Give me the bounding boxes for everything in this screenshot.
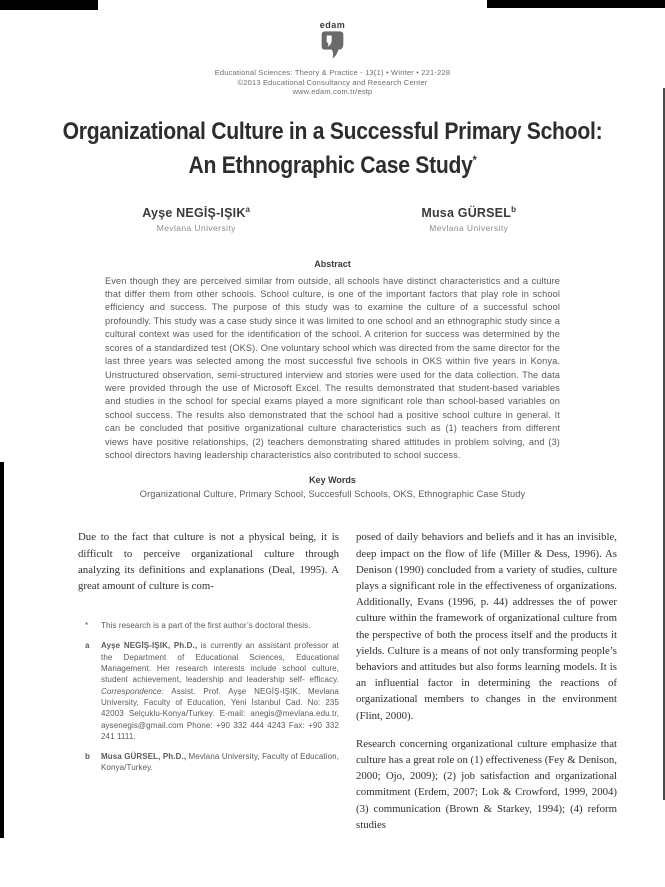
footnote-a-marker: a	[85, 641, 90, 651]
footnote-a	[78, 640, 339, 742]
abstract-text: Even though they are perceived similar from outside, all schools have distinct characteristics and a culture that differ them from other schools. School culture, is one of the important factors that play role in school efficiency and success. The purpose of this study was to examine the culture of a successful school profoundly. This study was a case study since it was limited to one school and an ethnographic study since a cultural context was used for the identification of the school. A criterion for success was determined by the scores of a standardized test (OKS). One voluntary school which was directed from the same director for the last three years was selected among the most successful five schools in OKS within five years in Konya. Unstructured observation, semi-structured interview and stories were used for the data collection. The data were provided through the use of Microsoft Excel. The results demonstrated that student-based variables and studies in the school for special exams played a more significant role than school-based variables on school success. The results also demonstrated that the school had a positive school culture in general. It can be concluded that positive organizational culture characteristics such as (1) teachers from different views have positive relationships, (2) teachers demonstrating shared attitudes in problem solving, and (3) school directors having leadership characteristics also contributed to school success.	[105, 275, 560, 460]
title-footnote-mark: *	[472, 152, 477, 167]
keywords-heading: Key Words	[309, 475, 356, 486]
author-2-footnote-mark: b	[511, 204, 517, 214]
footnote-star-text: This research is a part of the first author’s doctoral thesis.	[101, 621, 311, 631]
journal-header	[0, 0, 665, 97]
footnote-b-text: Musa GÜRSEL, Ph.D., Mevlana University, Faculty of Education, Konya/Turkey.	[101, 752, 339, 773]
footnote-star-marker: *	[85, 621, 89, 631]
author-2	[333, 205, 606, 233]
authors-row	[0, 205, 665, 233]
body-paragraph-right-1: posed of daily behaviors and beliefs and it has an invisible, deep impact on the flow of life (Miller & Dess, 1996). As Denison (1990) concluded from a variety of studies, culture plays a significant role in the effectiveness of organizations. Additionally, Evans (1996, p. 44) addresses the of power culture within the framework of organizational culture from the perspective of both the process itself and the products it yields. Culture is a means of not only transforming people’s behaviors and attitudes but also forms learning models. It is an influential factor in determining the reactions of organizational members to changes in the environment (Flint, 2000).	[356, 531, 617, 722]
journal-url: www.edam.com.tr/estp	[292, 87, 373, 96]
article-title	[40, 117, 625, 180]
left-column	[78, 529, 339, 845]
right-column	[356, 529, 617, 845]
scan-artifact-top-left	[0, 0, 98, 10]
edam-logo	[320, 20, 346, 60]
footnote-b	[78, 751, 339, 774]
edam-logo-text: edam	[319, 20, 346, 30]
author-1-affiliation: Mevlana University	[156, 222, 236, 233]
body-columns	[0, 529, 665, 845]
body-paragraph-right-2: Research concerning organizational culture emphasize that culture has a great role on (1) effectiveness (Fey & Denison, 2000; Ojo, 2009); (2) job satisfaction and organizational commitment (Erdem, 2007; Lok & Crowford, 1999, 2004) (3) communication (Brown & Starkey, 1994); (4) reform studies	[356, 737, 617, 831]
article-title-line2: An Ethnographic Case Study*	[188, 151, 477, 179]
author-1-name: Ayşe NEGİŞ-IŞIK$^a$	[142, 204, 251, 220]
journal-copyright-line: ©2013 Educational Consultancy and Research Center	[237, 77, 428, 87]
scan-artifact-top-right	[487, 0, 665, 8]
edam-logo-quote-icon	[320, 47, 345, 64]
author-1-footnote-mark: a	[245, 204, 251, 214]
author-2-name: Musa GÜRSEL$^b$	[421, 204, 517, 220]
footnote-a-text: Ayşe NEGİŞ-IŞIK, Ph.D., is currently an assistant professor at the Department of Educational Sciences, Educational Management. Her research interests include school culture, student achievement, leadership and leadership self- efficacy. Correspondence: Assist. Prof. Ayşe NEGİŞ-IŞIK, Mevlana University, Faculty of Education, Yeni İstanbul Cad. No: 235 42003 Selçuklu-Konya/Turkey. E-mail: anegis@mevlana.edu.tr, aysenegis@gmail.com Phone: +90 332 444 4243 Fax: +90 332 241 1111.	[101, 641, 339, 741]
footnote-b-marker: b	[85, 752, 90, 762]
footnote-star	[78, 620, 339, 631]
keywords-text: Organizational Culture, Primary School, Succesfull Schools, OKS, Ethnographic Case Study	[139, 489, 526, 500]
author-1	[60, 205, 333, 233]
journal-citation-line: Educational Sciences: Theory & Practice - 13(1) • Winter • 221-228	[214, 68, 451, 77]
scan-artifact-left-edge	[0, 462, 4, 838]
article-title-line1: Organizational Culture in a Successful Primary School:	[62, 117, 603, 145]
abstract-heading: Abstract	[314, 258, 351, 269]
footnotes	[78, 620, 339, 774]
author-2-affiliation: Mevlana University	[429, 222, 509, 233]
keywords-section	[0, 475, 665, 499]
abstract-section	[105, 259, 560, 463]
body-paragraph-left-1: Due to the fact that culture is not a physical being, it is difficult to perceive organizational culture through analyzing its definitions and explanations (Deal, 1995). A great amount of culture is com-	[78, 531, 339, 592]
